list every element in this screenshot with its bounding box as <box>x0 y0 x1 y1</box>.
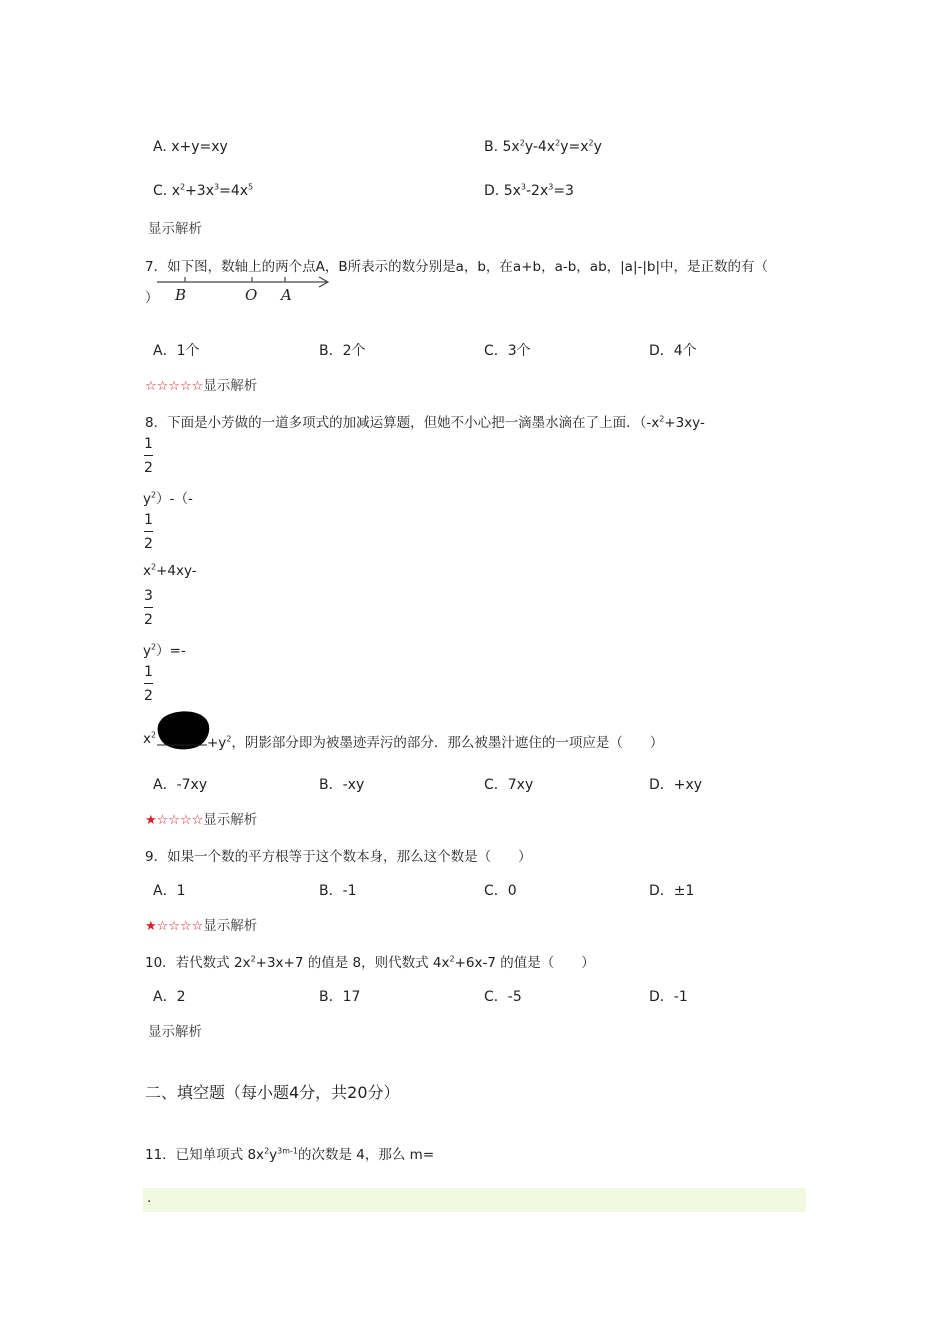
q8-option-c[interactable]: C．7xy <box>484 777 534 793</box>
q7-option-b[interactable]: B．2个 <box>319 343 366 359</box>
rating-stars: ★☆☆☆☆ <box>145 813 204 828</box>
q10-question-text: 10．若代数式 $2x^2+3x+7$ 的值是 8，则代数式 $4x^2+6x-7$ 的值是（ ） <box>145 954 595 971</box>
q8-fraction-3: 3 2 <box>144 588 153 628</box>
rating-stars: ☆☆☆☆☆ <box>145 379 204 394</box>
q10-option-b[interactable]: B．17 <box>319 989 361 1005</box>
q9-option-b[interactable]: B．-1 <box>319 883 357 899</box>
q10-option-a[interactable]: A．2 <box>153 989 186 1005</box>
option-text: $5x^2y-4x^2y=x^2y$ <box>502 138 602 155</box>
q8-fraction-4: 1 2 <box>144 664 153 704</box>
q6-option-a[interactable] <box>153 139 228 155</box>
q9-show-analysis-link[interactable]: 显示解析 <box>203 918 258 934</box>
point-label-a: A <box>281 286 292 304</box>
option-text: x+y=xy <box>171 139 228 155</box>
q8-option-a[interactable]: A．-7xy <box>153 777 208 793</box>
q7-question-text: 7．如下图，数轴上的两个点A，B所表示的数分别是a，b，在a+b，a-b，ab，|a|-|b|中，是正数的有（ <box>145 259 769 275</box>
ink-blot-image <box>155 710 211 750</box>
q6-option-b[interactable] <box>484 139 602 155</box>
q7-option-c[interactable]: C．3个 <box>484 343 531 359</box>
option-text: $x^2+3x^3=4x^5$ <box>171 182 254 199</box>
q7-option-d[interactable]: D．4个 <box>649 343 697 359</box>
q8-option-b[interactable]: B．-xy <box>319 777 365 793</box>
option-label: B. <box>484 139 499 155</box>
answer-input-area[interactable] <box>143 1188 806 1212</box>
point-label-b: B <box>175 286 187 304</box>
q8-option-d[interactable]: D．+xy <box>649 777 703 793</box>
number-line-diagram <box>155 272 335 304</box>
q9-option-d[interactable]: D．±1 <box>649 883 695 899</box>
q7-rating-row <box>145 374 257 394</box>
q8-show-analysis-link[interactable]: 显示解析 <box>203 812 258 828</box>
q6-option-d[interactable] <box>484 183 574 199</box>
q7-show-analysis-link[interactable]: 显示解析 <box>203 378 258 394</box>
q9-rating-row <box>145 914 257 934</box>
q9-option-a[interactable]: A．1 <box>153 883 186 899</box>
q10-option-c[interactable]: C．-5 <box>484 989 522 1005</box>
rating-stars: ★☆☆☆☆ <box>145 919 204 934</box>
q10-option-d[interactable]: D．-1 <box>649 989 688 1005</box>
q6-show-analysis-link[interactable]: 显示解析 <box>148 221 202 237</box>
q8-line-4: $y^2)=-$ <box>143 642 186 659</box>
q9-question-text: 9．如果一个数的平方根等于这个数本身，那么这个数是（ ） <box>145 849 532 865</box>
answer-text: . <box>147 1190 152 1206</box>
option-label: C. <box>153 183 168 199</box>
point-label-o: O <box>245 286 258 304</box>
option-label: D. <box>484 183 500 199</box>
q8-question-text: 8．下面是小芳做的一道多项式的加减运算题，但她不小心把一滴墨水滴在了上面．（$-x^2+3xy-$ <box>145 414 705 431</box>
section-heading: 二、填空题（每小题4分，共20分） <box>145 1083 400 1102</box>
q6-option-c[interactable] <box>153 183 253 199</box>
q7-option-a[interactable]: A．1个 <box>153 343 200 359</box>
option-text: $5x^3-2x^3=3$ <box>503 182 574 199</box>
q8-line-3: $x^2+4xy-$ <box>143 562 197 579</box>
q8-line-2: $y^2)-(-$ <box>143 490 193 507</box>
q10-show-analysis-link[interactable]: 显示解析 <box>148 1024 202 1040</box>
q8-rating-row <box>145 808 257 828</box>
q7-close-paren: ） <box>145 290 159 306</box>
q8-fraction-1: 1 2 <box>144 436 153 476</box>
q11-question-text: 11．已知单项式 $8x^2y^{3m-1}$的次数是 4，那么 m= <box>145 1146 435 1163</box>
q8-line-5-pre: $x^2$ <box>143 730 157 747</box>
q8-line-5-tail: $+y^2$，阴影部分即为被墨迹弄污的部分．那么被墨汁遮住的一项应是（ ） <box>207 734 664 751</box>
q8-fraction-2: 1 2 <box>144 512 153 552</box>
option-label: A. <box>153 139 167 155</box>
q9-option-c[interactable]: C．0 <box>484 883 517 899</box>
